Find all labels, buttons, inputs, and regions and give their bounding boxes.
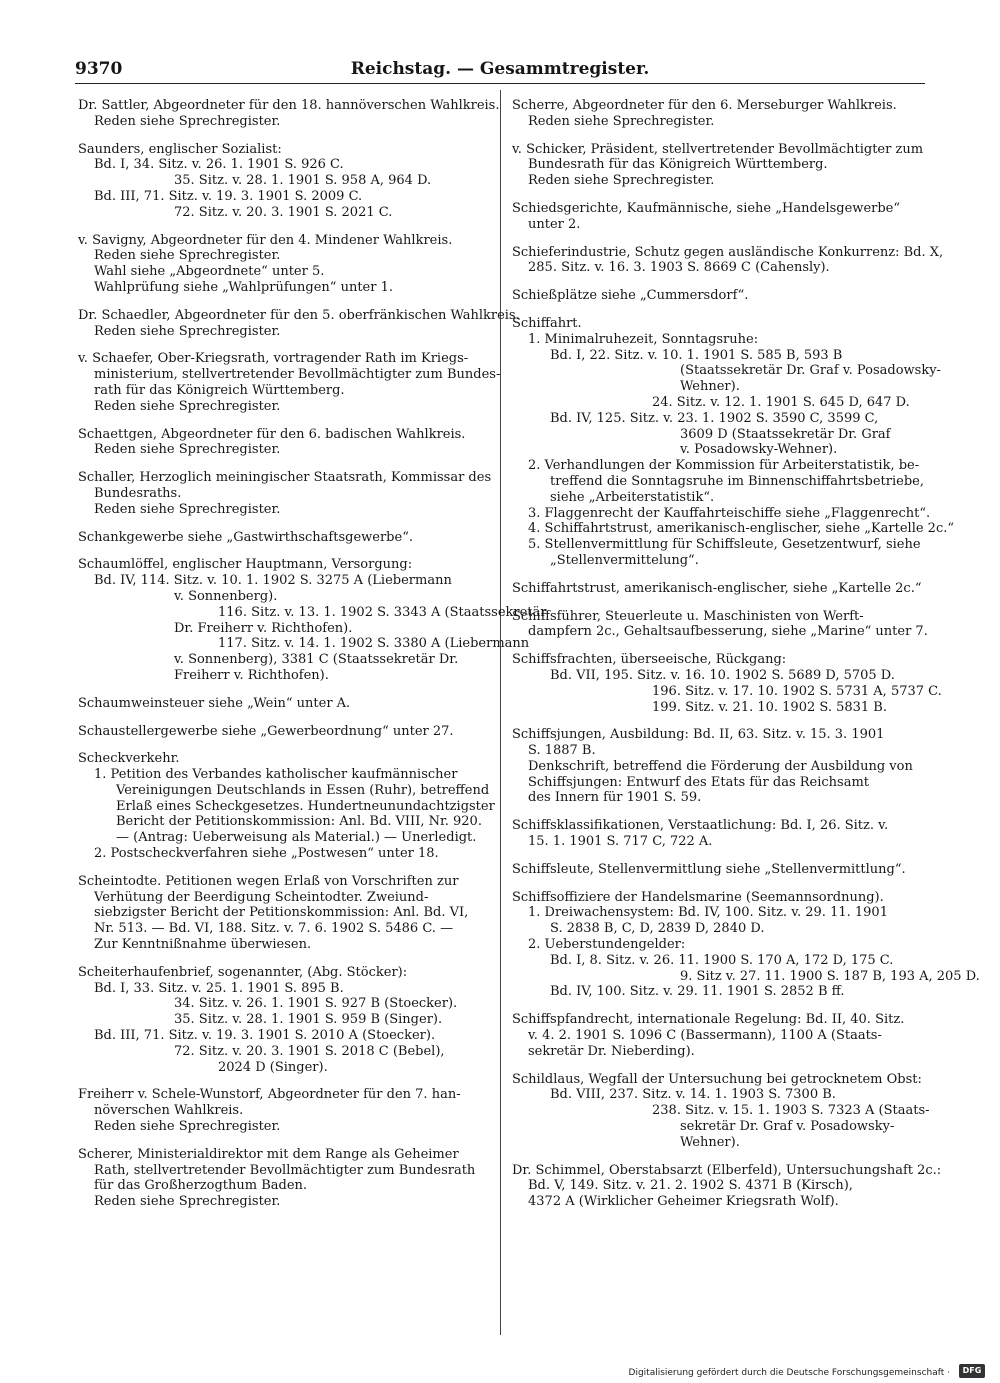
- entry-line: Wehner).: [680, 379, 740, 395]
- index-entry: [512, 818, 930, 850]
- entry-line: 72. Sitz. v. 20. 3. 1901 S. 2018 C (Bebel),: [174, 1043, 445, 1059]
- entry-line: Reden siehe Sprechregister.: [94, 1119, 281, 1135]
- entry-line: 1. Minimalruhezeit, Sonntagsruhe:: [528, 331, 759, 347]
- index-entry: [512, 288, 930, 304]
- index-entry: [78, 751, 496, 862]
- entry-line: (Staatssekretär Dr. Graf v. Posadowsky-: [680, 363, 941, 379]
- index-entry: [78, 874, 496, 953]
- entry-heading-line: Scheiterhaufenbrief, sogenannter, (Abg. Stöcker):: [78, 964, 408, 980]
- entry-heading-line: Schildlaus, Wegfall der Untersuchung bei getrocknetem Obst:: [512, 1071, 922, 1087]
- entry-line: rath für das Königreich Württemberg.: [94, 382, 345, 398]
- entry-line: Bd. III, 71. Sitz. v. 19. 3. 1901 S. 2010 A (Stoecker).: [94, 1028, 436, 1044]
- entry-heading-line: Scheintodte. Petitionen wegen Erlaß von Vorschriften zur: [78, 873, 459, 889]
- entry-line: Denkschrift, betreffend die Förderung der Ausbildung von: [528, 758, 913, 774]
- entry-heading-line: Saunders, englischer Sozialist:: [78, 141, 282, 157]
- index-entry: [512, 142, 930, 189]
- entry-line: 285. Sitz. v. 16. 3. 1903 S. 8669 C (Cahensly).: [528, 260, 830, 276]
- entry-heading-line: Schiffahrtstrust, amerikanisch-englischer, siehe „Kartelle 2c.“: [512, 580, 922, 596]
- entry-heading-line: Scherer, Ministerialdirektor mit dem Range als Geheimer: [78, 1146, 459, 1162]
- entry-line: 35. Sitz. v. 28. 1. 1901 S. 959 B (Singer).: [174, 1012, 443, 1028]
- entry-line: Bd. III, 71. Sitz. v. 19. 3. 1901 S. 2009 C.: [94, 188, 363, 204]
- entry-line: 3. Flaggenrecht der Kauffahrteischiffe siehe „Flaggenrecht“.: [528, 505, 931, 521]
- entry-heading-line: Scheckverkehr.: [78, 751, 180, 767]
- index-entry: [78, 307, 520, 340]
- entry-heading-line: Dr. Schimmel, Oberstabsarzt (Elberfeld), Untersuchungshaft 2c.:: [512, 1162, 942, 1178]
- entry-line: Zur Kenntnißnahme überwiesen.: [94, 937, 312, 953]
- index-entry: [78, 1087, 496, 1134]
- entry-line: Erlaß eines Scheckgesetzes. Hundertneunundachtzigster: [116, 798, 495, 814]
- index-entry: [78, 965, 496, 1076]
- entry-line: Bd. IV, 125. Sitz. v. 23. 1. 1902 S. 3590 C, 3599 C,: [550, 410, 879, 426]
- entry-line: Reden siehe Sprechregister.: [94, 442, 281, 458]
- entry-line: — (Antrag: Ueberweisung als Material.) — Unerledigt.: [116, 830, 477, 846]
- column-divider: [500, 90, 501, 1335]
- entry-line: Freiherr v. Richthofen).: [174, 667, 329, 683]
- entry-line: Reden siehe Sprechregister.: [94, 398, 281, 414]
- entry-heading-line: Schiffahrt.: [512, 315, 582, 331]
- entry-line: 2024 D (Singer).: [218, 1059, 328, 1075]
- entry-heading-line: Freiherr v. Schele-Wunstorf, Abgeordneter für den 7. han-: [78, 1087, 461, 1103]
- index-entry: [512, 862, 930, 878]
- entry-heading-line: Scherre, Abgeordneter für den 6. Merseburger Wahlkreis.: [512, 98, 897, 113]
- index-entry: [78, 557, 547, 683]
- entry-line: 35. Sitz. v. 28. 1. 1901 S. 958 A, 964 D.: [174, 173, 432, 189]
- entry-line: Bd. I, 8. Sitz. v. 26. 11. 1900 S. 170 A, 172 D, 175 C.: [550, 952, 894, 968]
- entry-line: ministerium, stellvertretender Bevollmächtigter zum Bundes-: [94, 367, 501, 383]
- header-rule: [75, 83, 925, 84]
- index-entry: [78, 696, 496, 712]
- index-entry: [512, 609, 930, 641]
- entry-line: Bundesrath für das Königreich Württemberg.: [528, 157, 828, 173]
- entry-line: Wahlprüfung siehe „Wahlprüfungen“ unter 1.: [94, 279, 393, 295]
- entry-heading-line: Schiffsoffiziere der Handelsmarine (Seemannsordnung).: [512, 889, 884, 905]
- index-entry: [512, 581, 930, 597]
- running-title: Reichstag. — Gesammtregister.: [350, 59, 650, 79]
- entry-heading-line: Dr. Sattler, Abgeordneter für den 18. hannöverschen Wahlkreis.: [78, 98, 500, 113]
- entry-line: S. 1887 B.: [528, 743, 596, 759]
- entry-line: Reden siehe Sprechregister.: [94, 248, 281, 264]
- entry-line: Wahl siehe „Abgeordnete“ unter 5.: [94, 264, 325, 280]
- entry-line: v. Sonnenberg), 3381 C (Staatssekretär Dr.: [174, 652, 459, 668]
- entry-line: S. 2838 B, C, D, 2839 D, 2840 D.: [550, 921, 765, 937]
- index-entry: [78, 724, 496, 740]
- entry-heading-line: Schankgewerbe siehe „Gastwirthschaftsgewerbe“.: [78, 529, 413, 545]
- entry-line: 1. Petition des Verbandes katholischer kaufmännischer: [94, 767, 458, 783]
- entry-heading-line: Schaller, Herzoglich meiningischer Staatsrath, Kommissar des: [78, 470, 492, 486]
- entry-line: Reden siehe Sprechregister.: [94, 1194, 281, 1210]
- index-entry: [512, 652, 942, 715]
- entry-heading-line: Schießplätze siehe „Cummersdorf“.: [512, 288, 749, 304]
- index-entry: [512, 244, 944, 277]
- entry-line: v. 4. 2. 1901 S. 1096 C (Bassermann), 1100 A (Staats-: [528, 1028, 882, 1044]
- right-column: [512, 98, 980, 1222]
- entry-line: 238. Sitz. v. 15. 1. 1903 S. 7323 A (Staats-: [652, 1103, 930, 1119]
- entry-line: 9. Sitz v. 27. 11. 1900 S. 187 B, 193 A, 205 D.: [680, 968, 980, 984]
- index-entry: [512, 201, 930, 233]
- entry-line: Bericht der Petitionskommission: Anl. Bd. VIII, Nr. 920.: [116, 814, 482, 830]
- page-header: [75, 55, 925, 85]
- entry-line: sekretär Dr. Graf v. Posadowsky-: [680, 1119, 895, 1135]
- entry-line: Vereinigungen Deutschlands in Essen (Ruhr), betreffend: [116, 782, 490, 798]
- footer-credit: Digitalisierung gefördert durch die Deutsche Forschungsgemeinschaft ·: [628, 1368, 950, 1378]
- entry-line: v. Sonnenberg).: [174, 588, 278, 604]
- entry-line: 199. Sitz. v. 21. 10. 1902 S. 5831 B.: [652, 699, 887, 715]
- index-entry: [512, 889, 980, 1001]
- index-entry: [512, 1162, 942, 1210]
- entry-line: 24. Sitz. v. 12. 1. 1901 S. 645 D, 647 D.: [652, 394, 910, 410]
- index-entry: [78, 142, 496, 221]
- index-entry: [512, 1072, 930, 1151]
- entry-heading-line: Schieferindustrie, Schutz gegen ausländische Konkurrenz: Bd. X,: [512, 244, 944, 260]
- entry-line: Reden siehe Sprechregister.: [528, 113, 715, 129]
- entry-heading-line: Schaumlöffel, englischer Hauptmann, Versorgung:: [78, 557, 413, 573]
- entry-line: Bd. I, 34. Sitz. v. 26. 1. 1901 S. 926 C.: [94, 157, 344, 173]
- entry-line: „Stellenvermittelung“.: [550, 552, 699, 568]
- entry-heading-line: Dr. Schaedler, Abgeordneter für den 5. oberfränkischen Wahlkreis.: [78, 307, 520, 323]
- entry-line: 2. Postscheckverfahren siehe „Postwesen“ unter 18.: [94, 846, 439, 862]
- page-number: 9370: [75, 59, 123, 79]
- entry-line: 5. Stellenvermittlung für Schiffsleute, Gesetzentwurf, siehe: [528, 537, 921, 553]
- entry-line: siehe „Arbeiterstatistik“.: [550, 489, 715, 505]
- entry-line: 196. Sitz. v. 17. 10. 1902 S. 5731 A, 5737 C.: [652, 683, 942, 699]
- index-entry: [78, 427, 496, 459]
- entry-line: Verhütung der Beerdigung Scheintodter. Zweiund-: [94, 889, 429, 905]
- entry-line: 3609 D (Staatssekretär Dr. Graf: [680, 426, 891, 442]
- entry-line: dampfern 2c., Gehaltsaufbesserung, siehe „Marine“ unter 7.: [528, 624, 928, 640]
- entry-line: Bd. I, 22. Sitz. v. 10. 1. 1901 S. 585 B, 593 B: [550, 347, 843, 363]
- entry-heading-line: Schaustellergewerbe siehe „Gewerbeordnung“ unter 27.: [78, 723, 454, 739]
- entry-line: 4372 A (Wirklicher Geheimer Kriegsrath Wolf).: [528, 1194, 839, 1210]
- entry-line: für das Großherzogthum Baden.: [94, 1178, 308, 1194]
- index-entry: [78, 1147, 496, 1210]
- entry-heading-line: Schaettgen, Abgeordneter für den 6. badischen Wahlkreis.: [78, 426, 466, 442]
- dfg-logo: DFG: [959, 1364, 985, 1378]
- entry-heading-line: Schiffsleute, Stellenvermittlung siehe „Stellenvermittlung“.: [512, 861, 906, 877]
- entry-line: v. Posadowsky-Wehner).: [680, 442, 838, 458]
- entry-line: 1. Dreiwachensystem: Bd. IV, 100. Sitz. v. 29. 11. 1901: [528, 905, 888, 921]
- index-entry: [78, 530, 496, 546]
- entry-line: növerschen Wahlkreis.: [94, 1103, 244, 1119]
- entry-line: Schiffsjungen: Entwurf des Etats für das Reichsamt: [528, 774, 870, 790]
- index-entry: [512, 1012, 930, 1059]
- entry-line: Nr. 513. — Bd. VI, 188. Sitz. v. 7. 6. 1902 S. 5486 C. —: [94, 921, 454, 937]
- index-entry: [78, 98, 500, 130]
- entry-heading-line: Schiffspfandrecht, internationale Regelung: Bd. II, 40. Sitz.: [512, 1012, 905, 1028]
- entry-heading-line: v. Schaefer, Ober-Kriegsrath, vortragender Rath im Kriegs-: [78, 351, 469, 367]
- entry-heading-line: Schiffsfrachten, überseeische, Rückgang:: [512, 652, 787, 668]
- entry-line: Bd. VIII, 237. Sitz. v. 14. 1. 1903 S. 7300 B.: [550, 1087, 836, 1103]
- entry-line: 72. Sitz. v. 20. 3. 1901 S. 2021 C.: [174, 204, 393, 220]
- entry-line: des Innern für 1901 S. 59.: [528, 790, 702, 806]
- index-entry: [78, 351, 501, 414]
- entry-line: treffend die Sonntagsruhe im Binnenschiffahrtsbetriebe,: [550, 473, 924, 489]
- entry-heading-line: Schiedsgerichte, Kaufmännische, siehe „Handelsgewerbe“: [512, 200, 901, 216]
- entry-line: unter 2.: [528, 216, 581, 232]
- entry-line: 15. 1. 1901 S. 717 C, 722 A.: [528, 834, 713, 850]
- entry-heading-line: Schaumweinsteuer siehe „Wein“ unter A.: [78, 695, 351, 711]
- entry-line: Bundesraths.: [94, 485, 182, 501]
- entry-line: 117. Sitz. v. 14. 1. 1902 S. 3380 A (Liebermann: [218, 636, 530, 652]
- entry-line: Bd. I, 33. Sitz. v. 25. 1. 1901 S. 895 B.: [94, 980, 344, 996]
- entry-heading-line: Schiffsklassifikationen, Verstaatlichung: Bd. I, 26. Sitz. v.: [512, 818, 889, 834]
- entry-line: Bd. VII, 195. Sitz. v. 16. 10. 1902 S. 5689 D, 5705 D.: [550, 667, 895, 683]
- entry-line: Bd. IV, 100. Sitz. v. 29. 11. 1901 S. 2852 B ff.: [550, 984, 845, 1000]
- entry-line: siebzigster Bericht der Petitionskommission: Anl. Bd. VI,: [94, 905, 469, 921]
- entry-line: Reden siehe Sprechregister.: [94, 113, 281, 129]
- index-entry: [512, 315, 955, 569]
- entry-line: 34. Sitz. v. 26. 1. 1901 S. 927 B (Stoecker).: [174, 996, 458, 1012]
- index-entry: [512, 98, 930, 130]
- entry-line: 2. Verhandlungen der Kommission für Arbeiterstatistik, be-: [528, 458, 920, 474]
- entry-line: sekretär Dr. Nieberding).: [528, 1043, 695, 1059]
- entry-heading-line: Schiffsjungen, Ausbildung: Bd. II, 63. Sitz. v. 15. 3. 1901: [512, 727, 885, 743]
- entry-heading-line: v. Savigny, Abgeordneter für den 4. Mindener Wahlkreis.: [78, 232, 453, 248]
- entry-line: 116. Sitz. v. 13. 1. 1902 S. 3343 A (Staatssekretär: [218, 604, 547, 620]
- index-entry: [512, 727, 930, 806]
- entry-line: Dr. Freiherr v. Richthofen).: [174, 620, 353, 636]
- entry-heading-line: Schiffsführer, Steuerleute u. Maschinisten von Werft-: [512, 608, 864, 624]
- entry-line: 4. Schiffahrtstrust, amerikanisch-englischer, siehe „Kartelle 2c.“: [528, 521, 955, 537]
- index-entry: [78, 470, 496, 517]
- entry-heading-line: v. Schicker, Präsident, stellvertretender Bevollmächtigter zum: [512, 141, 924, 157]
- index-entry: [78, 233, 496, 296]
- entry-line: Reden siehe Sprechregister.: [94, 501, 281, 517]
- entry-line: Rath, stellvertretender Bevollmächtigter zum Bundesrath: [94, 1162, 476, 1178]
- entry-line: Reden siehe Sprechregister.: [94, 323, 281, 339]
- entry-line: Wehner).: [680, 1134, 740, 1150]
- entry-line: Reden siehe Sprechregister.: [528, 173, 715, 189]
- entry-line: Bd. IV, 114. Sitz. v. 10. 1. 1902 S. 3275 A (Liebermann: [94, 573, 452, 589]
- entry-line: 2. Ueberstundengelder:: [528, 937, 686, 953]
- entry-line: Bd. V, 149. Sitz. v. 21. 2. 1902 S. 4371 B (Kirsch),: [528, 1178, 853, 1194]
